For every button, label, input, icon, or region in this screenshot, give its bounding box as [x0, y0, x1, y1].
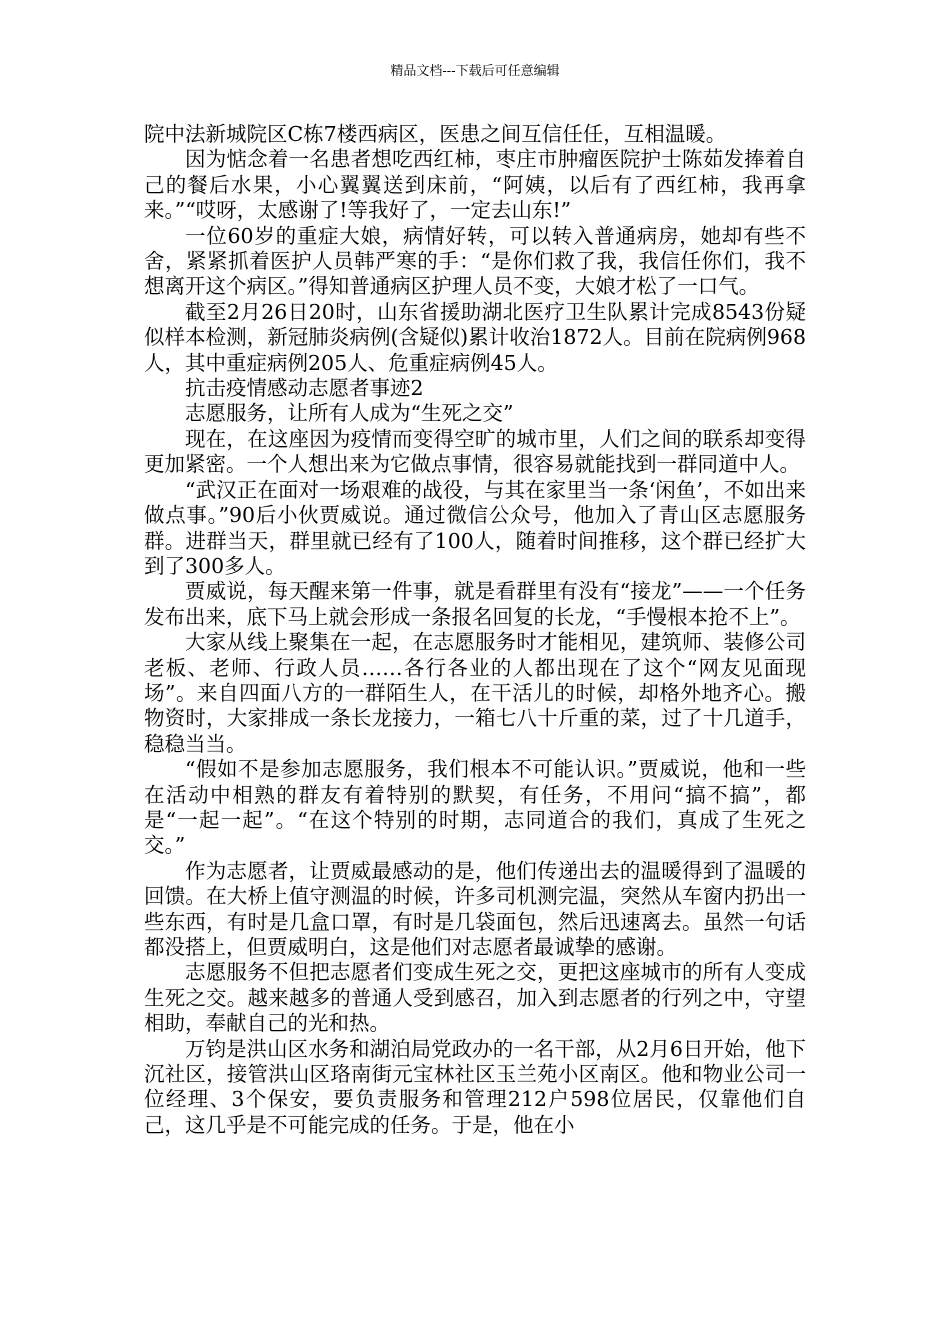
document-body: [144, 122, 806, 1138]
paragraph: 万钧是洪山区水务和湖泊局党政办的一名干部，从2月6日开始，他下沉社区，接管洪山区珞南街元宝林社区玉兰苑小区南区。他和物业公司一位经理、3个保安，要负责服务和管理212户598位居民，仅靠他们自己，这几乎是不可能完成的任务。于是，他在小: [144, 1036, 806, 1137]
paragraph: 贾威说，每天醒来第一件事，就是看群里有没有“接龙”——一个任务发布出来，底下马上就会形成一条报名回复的长龙，“手慢根本抢不上”。: [144, 579, 806, 629]
paragraph: “假如不是参加志愿服务，我们根本不可能认识。”贾威说，他和一些在活动中相熟的群友有着特别的默契，有任务，不用问“搞不搞”，都是“一起一起”。“在这个特别的时期，志同道合的我们，真成了生死之交。”: [144, 757, 806, 858]
paragraph: 截至2月26日20时，山东省援助湖北医疗卫生队累计完成8543份疑似样本检测，新冠肺炎病例(含疑似)累计收治1872人。目前在院病例968人，其中重症病例205人、危重症病例45人。: [144, 299, 806, 375]
paragraph: 因为惦念着一名患者想吃西红柿，枣庄市肿瘤医院护士陈茹发捧着自己的餐后水果，小心翼翼送到床前，“阿姨，以后有了西红柿，我再拿来。”“哎呀，太感谢了!等我好了，一定去山东!”: [144, 147, 806, 223]
paragraph: “武汉正在面对一场艰难的战役，与其在家里当一条‘闲鱼’，不如出来做点事。”90后小伙贾威说。通过微信公众号，他加入了青山区志愿服务群。进群当天，群里就已经有了100人，随着时间推移，这个群已经扩大到了300多人。: [144, 477, 806, 578]
paragraph: 大家从线上聚集在一起，在志愿服务时才能相见，建筑师、装修公司老板、老师、行政人员……各行各业的人都出现在了这个“网友见面现场”。来自四面八方的一群陌生人，在干活儿的时候，却格外地齐心。搬物资时，大家排成一条长龙接力，一箱七八十斤重的菜，过了十几道手，稳稳当当。: [144, 630, 806, 756]
page-header: 精品文档---下载后可任意编辑: [390, 64, 560, 79]
section-title: 抗击疫情感动志愿者事迹2: [185, 376, 424, 401]
paragraph: 院中法新城院区C栋7楼西病区，医患之间互信任任，互相温暖。: [144, 122, 727, 146]
paragraph: 现在，在这座因为疫情而变得空旷的城市里，人们之间的联系却变得更加紧密。一个人想出来为它做点事情，很容易就能找到一群同道中人。: [144, 426, 806, 477]
paragraph: 一位60岁的重症大娘，病情好转，可以转入普通病房，她却有些不舍，紧紧抓着医护人员韩严寒的手：“是你们救了我，我信任你们，我不想离开这个病区。”得知普通病区护理人员不变，大娘才松了一口气。: [144, 223, 806, 299]
section-subtitle: 志愿服务，让所有人成为“生死之交”: [185, 401, 514, 426]
paragraph: 志愿服务不但把志愿者们变成生死之交，更把这座城市的所有人变成生死之交。越来越多的普通人受到感召，加入到志愿者的行列之中，守望相助，奉献自己的光和热。: [144, 960, 806, 1036]
paragraph: 作为志愿者，让贾威最感动的是，他们传递出去的温暖得到了温暖的回馈。在大桥上值守测温的时候，许多司机测完温，突然从车窗内扔出一些东西，有时是几盒口罩，有时是几袋面包，然后迅速离去。虽然一句话都没搭上，但贾威明白，这是他们对志愿者最诚挚的感谢。: [144, 858, 806, 959]
